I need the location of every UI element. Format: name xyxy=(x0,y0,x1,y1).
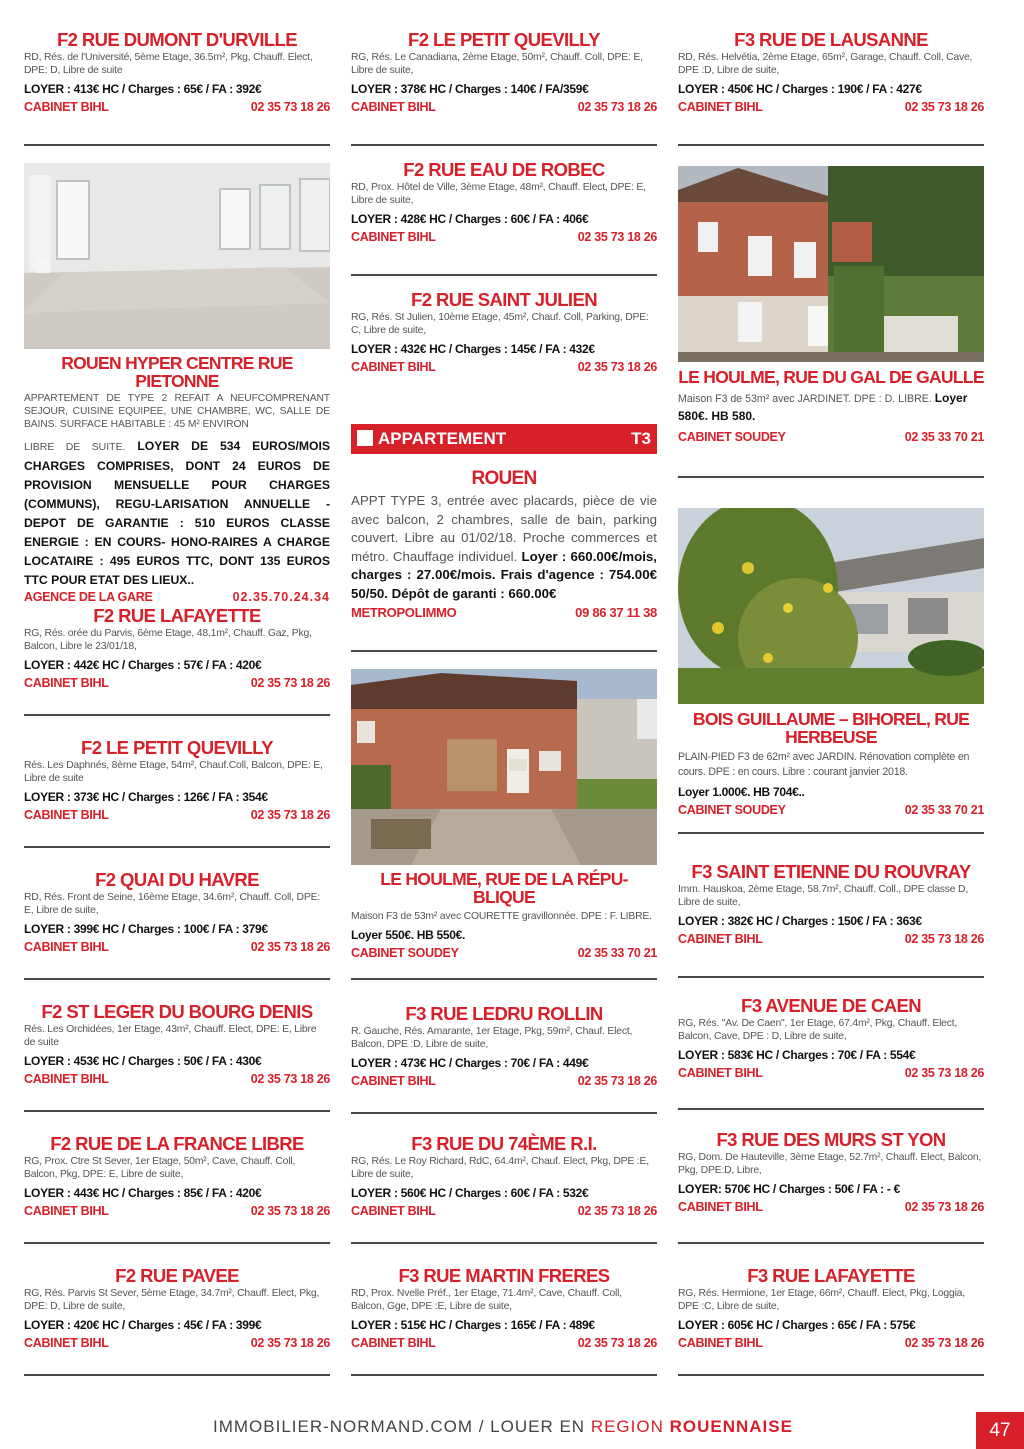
listing-agency-row xyxy=(351,1336,657,1350)
listing-description: RG, Prox. Ctre St Sever, 1er Etage, 50m², Cave, Chauff. Coll, Balcon, Pkg, DPE: E, Libre de suite, xyxy=(24,1156,296,1180)
featured-description: Maison F3 de 53m² avec COURETTE gravillonnée. DPE : F. LIBRE. xyxy=(351,911,652,922)
divider xyxy=(24,1242,330,1244)
agency-phone[interactable]: 02.35.70.24.34 xyxy=(232,590,330,604)
square-icon xyxy=(357,430,373,446)
agency-name: CABINET SOUDEY xyxy=(678,803,786,817)
listing-price: LOYER : 560€ HC / Charges : 60€ / FA : 532€ xyxy=(351,1186,589,1200)
divider xyxy=(678,1374,984,1376)
listing-card[interactable] xyxy=(351,30,657,114)
featured-title: LE HOULME, RUE DU GAL DE GAULLE xyxy=(678,367,984,387)
featured-listing[interactable] xyxy=(24,354,330,604)
listing-card[interactable] xyxy=(351,1004,657,1088)
featured-agency-row xyxy=(678,803,984,817)
listing-card[interactable] xyxy=(24,30,330,114)
agency-phone[interactable]: 02 35 73 18 26 xyxy=(904,100,984,114)
listing-description: RG, Rés. St Julien, 10ème Etage, 45m², Chauf. Coll, Parking, DPE: C, Libre de suite, xyxy=(351,312,649,336)
listing-card[interactable] xyxy=(678,30,984,114)
divider xyxy=(351,650,657,652)
featured-title: LE HOULME, RUE DE LA RÉPU-BLIQUE xyxy=(380,869,628,907)
listing-agency-row xyxy=(24,1072,330,1086)
divider xyxy=(351,1242,657,1244)
agency-name: CABINET BIHL xyxy=(24,940,109,954)
agency-phone[interactable]: 02 35 73 18 26 xyxy=(904,1066,984,1080)
agency-name: CABINET BIHL xyxy=(24,1204,109,1218)
divider xyxy=(678,476,984,478)
listing-agency-row xyxy=(24,1336,330,1350)
listing-price: LOYER : 515€ HC / Charges : 165€ / FA : 489€ xyxy=(351,1318,595,1332)
listing-description: RD, Rés. Front de Seine, 16ème Etage, 34.6m², Chauff. Coll, DPE: E, Libre de suite, xyxy=(24,892,320,916)
listing-price: LOYER : 382€ HC / Charges : 150€ / FA : 363€ xyxy=(678,914,922,928)
listing-card[interactable] xyxy=(24,1266,330,1350)
listing-card[interactable] xyxy=(351,290,657,374)
listing-price: LOYER : 583€ HC / Charges : 70€ / FA : 554€ xyxy=(678,1048,916,1062)
divider xyxy=(678,832,984,834)
listing-card[interactable] xyxy=(678,862,984,946)
agency-phone[interactable]: 02 35 73 18 26 xyxy=(904,1336,984,1350)
agency-phone[interactable]: 02 35 33 70 21 xyxy=(577,946,657,960)
featured-description: PLAIN-PIED F3 de 62m² avec JARDIN. Rénovation complète en cours. DPE : en cours. Libre : courant janvier 2018. xyxy=(678,751,970,778)
featured-description: APPARTEMENT DE TYPE 2 REFAIT A NEUFCOMPRENANT SEJOUR, CUISINE EQUIPEE, UNE CHAMBRE, WC, SALLE DE BAINS. SURFACE HABITABLE : 45 M² ENVIRON xyxy=(24,393,330,430)
agency-name: CABINET SOUDEY xyxy=(351,946,459,960)
banner-type: T3 xyxy=(631,429,651,448)
listing-photo-townhouse xyxy=(678,166,984,362)
agency-phone[interactable]: 02 35 73 18 26 xyxy=(250,940,330,954)
featured-price: Loyer 550€. HB 550€. xyxy=(351,928,466,942)
agency-name: CABINET BIHL xyxy=(678,1200,763,1214)
listing-description: R. Gauche, Rés. Amarante, 1er Etage, Pkg, 59m², Chauf. Elect, Balcon, DPE :D, Libre de suite, xyxy=(351,1026,633,1050)
divider xyxy=(351,978,657,980)
listing-agency-row xyxy=(678,1066,984,1080)
listing-agency-row xyxy=(678,1200,984,1214)
agency-name: CABINET BIHL xyxy=(678,100,763,114)
page-number: 47 xyxy=(976,1412,1024,1449)
listing-description: RG, Rés. Le Roy Richard, RdC, 64.4m², Chauf. Elect, Pkg, DPE :E, Libre de suite, xyxy=(351,1156,649,1180)
listing-description: Imm. Hauskoa, 2ème Etage, 58.7m², Chauff. Coll., DPE classe D, Libre de suite, xyxy=(678,884,969,908)
featured-price: Loyer 580€. HB 580. xyxy=(678,391,968,423)
listing-description: RG, Rés. Hermione, 1er Etage, 66m², Chauff. Elect, Pkg, Loggia, DPE :C, Libre de suite, xyxy=(678,1288,965,1312)
agency-phone[interactable]: 02 35 73 18 26 xyxy=(250,100,330,114)
listing-price: LOYER : 420€ HC / Charges : 45€ / FA : 399€ xyxy=(24,1318,262,1332)
listing-price: LOYER : 453€ HC / Charges : 50€ / FA : 430€ xyxy=(24,1054,262,1068)
listing-title: F2 RUE SAINT JULIEN xyxy=(411,289,597,310)
featured-title: BOIS GUILLAUME – BIHOREL, RUE HERBEUSE xyxy=(692,709,970,747)
agency-name: CABINET SOUDEY xyxy=(678,430,786,444)
listing-title: F3 RUE LEDRU ROLLIN xyxy=(405,1003,603,1024)
listing-description: RG, Rés. Parvis St Sever, 5ème Etage, 34.7m², Chauff. Elect, Pkg, DPE: D, Libre de suite, xyxy=(24,1288,320,1312)
divider xyxy=(678,1108,984,1110)
featured-listing[interactable] xyxy=(678,368,984,444)
listing-card[interactable] xyxy=(678,1266,984,1350)
listing-title: F2 LE PETIT QUEVILLY xyxy=(81,737,273,758)
divider xyxy=(351,274,657,276)
listing-agency-row xyxy=(351,360,657,374)
featured-listing[interactable] xyxy=(351,470,657,620)
listing-agency-row xyxy=(351,1204,657,1218)
featured-agency-row xyxy=(678,430,984,444)
listing-price: LOYER : 432€ HC / Charges : 145€ / FA : 432€ xyxy=(351,342,595,356)
divider xyxy=(351,1374,657,1376)
listing-description: Rés. Les Daphnés, 8ème Etage, 54m², Chauf.Coll, Balcon, DPE: E, Libre de suite xyxy=(24,760,323,784)
listing-price: LOYER : 442€ HC / Charges : 57€ / FA : 420€ xyxy=(24,658,262,672)
agency-phone[interactable]: 02 35 73 18 26 xyxy=(904,932,984,946)
agency-phone[interactable]: 02 35 73 18 26 xyxy=(577,360,657,374)
listing-agency-row xyxy=(24,676,330,690)
featured-title: ROUEN HYPER CENTRE RUE PIETONNE xyxy=(61,353,293,391)
agency-name: CABINET BIHL xyxy=(351,360,436,374)
listing-title: F3 RUE LAFAYETTE xyxy=(747,1265,915,1286)
agency-phone[interactable]: 02 35 73 18 26 xyxy=(250,1336,330,1350)
listing-title: F2 QUAI DU HAVRE xyxy=(95,869,259,890)
agency-phone[interactable]: 02 35 73 18 26 xyxy=(577,100,657,114)
divider xyxy=(678,1242,984,1244)
listing-title: F2 RUE EAU DE ROBEC xyxy=(403,159,605,180)
footer-separator: / LOUER EN xyxy=(473,1417,591,1436)
featured-agency-row xyxy=(351,605,657,620)
divider xyxy=(24,978,330,980)
listing-card[interactable] xyxy=(678,996,984,1080)
agency-name: CABINET BIHL xyxy=(351,100,436,114)
listing-description: RD, Rés. de l'Université, 5ème Etage, 36.5m², Pkg, Chauff. Elect, DPE: D, Libre de suite xyxy=(24,52,313,76)
divider xyxy=(678,976,984,978)
listing-title: F2 LE PETIT QUEVILLY xyxy=(408,29,600,50)
featured-terms xyxy=(24,437,330,590)
listing-agency-row xyxy=(24,940,330,954)
listing-title: F3 RUE DES MURS ST YON xyxy=(716,1129,946,1150)
listing-agency-row xyxy=(24,1204,330,1218)
featured-text xyxy=(678,390,984,426)
listing-photo-interior xyxy=(24,163,330,349)
agency-name: CABINET BIHL xyxy=(678,1066,763,1080)
listing-agency-row xyxy=(351,230,657,244)
listing-price: LOYER : 373€ HC / Charges : 126€ / FA : 354€ xyxy=(24,790,268,804)
footer-region-2: ROUENNAISE xyxy=(669,1417,793,1436)
divider xyxy=(351,144,657,146)
agency-name: CABINET BIHL xyxy=(24,676,109,690)
featured-title: ROUEN xyxy=(471,468,537,489)
listing-agency-row xyxy=(678,1336,984,1350)
featured-agency-row xyxy=(24,590,330,604)
listing-card[interactable] xyxy=(24,870,330,954)
agency-phone[interactable]: 02 35 73 18 26 xyxy=(250,1072,330,1086)
featured-text xyxy=(351,492,657,603)
divider xyxy=(351,1112,657,1114)
agency-phone[interactable]: 02 35 73 18 26 xyxy=(250,808,330,822)
agency-name: CABINET BIHL xyxy=(351,1336,436,1350)
listing-title: F3 RUE DU 74ÈME R.I. xyxy=(411,1133,597,1154)
listing-agency-row xyxy=(24,100,330,114)
listing-card[interactable] xyxy=(24,738,330,822)
listing-price: LOYER : 428€ HC / Charges : 60€ / FA : 406€ xyxy=(351,212,589,226)
footer-region-1: REGION xyxy=(590,1417,670,1436)
listing-agency-row xyxy=(24,808,330,822)
featured-description: APPT TYPE 3, entrée avec placards, pièce de vie avec balcon, 2 chambres, salle de bain, parking couvert. Libre au 01/02/18. Proche commerces et métro. Chauffage individuel. xyxy=(351,493,657,564)
listing-title: F2 ST LEGER DU BOURG DENIS xyxy=(41,1001,313,1022)
listing-price: LOYER: 570€ HC / Charges : 50€ / FA : - € xyxy=(678,1182,900,1196)
banner-label-wrap xyxy=(357,429,506,449)
featured-price: Loyer 1.000€. HB 704€.. xyxy=(678,785,805,799)
listing-title: F3 SAINT ETIENNE DU ROUVRAY xyxy=(691,861,971,882)
listing-title: F2 RUE LAFAYETTE xyxy=(93,605,261,626)
listing-card[interactable] xyxy=(351,160,657,244)
listing-card[interactable] xyxy=(351,1134,657,1218)
listing-description: RD, Rés. Helvétia, 2ème Etage, 65m², Garage, Chauff. Coll, Cave, DPE :D, Libre de suite, xyxy=(678,52,973,76)
listing-title: F2 RUE DE LA FRANCE LIBRE xyxy=(50,1133,304,1154)
listing-price: LOYER : 473€ HC / Charges : 70€ / FA : 449€ xyxy=(351,1056,589,1070)
agency-name: CABINET BIHL xyxy=(24,1336,109,1350)
agency-phone[interactable]: 02 35 73 18 26 xyxy=(577,230,657,244)
listing-agency-row xyxy=(351,100,657,114)
divider xyxy=(24,1110,330,1112)
listing-agency-row xyxy=(678,100,984,114)
agency-phone[interactable]: 02 35 73 18 26 xyxy=(577,1336,657,1350)
agency-name: CABINET BIHL xyxy=(351,1204,436,1218)
listing-description: RD, Prox. Hôtel de Ville, 3ème Etage, 48m², Chauff. Elect, DPE: E, Libre de suite, xyxy=(351,182,646,206)
listing-card[interactable] xyxy=(351,1266,657,1350)
agency-phone[interactable]: 02 35 73 18 26 xyxy=(250,1204,330,1218)
agency-name: METROPOLIMMO xyxy=(351,605,457,620)
listing-price: LOYER : 443€ HC / Charges : 85€ / FA : 420€ xyxy=(24,1186,262,1200)
listing-title: F3 AVENUE DE CAEN xyxy=(741,995,921,1016)
page-footer xyxy=(0,1412,1024,1442)
listing-title: F2 RUE DUMONT D'URVILLE xyxy=(56,29,297,50)
agency-name: CABINET BIHL xyxy=(24,808,109,822)
divider xyxy=(24,714,330,716)
agency-name: CABINET BIHL xyxy=(678,932,763,946)
featured-availability: LIBRE DE SUITE. xyxy=(24,441,126,453)
featured-rent-details: LOYER DE 534 EUROS/MOIS CHARGES COMPRISES, DONT 24 EUROS DE PROVISION MENSUELLE POUR CHARGES (COMMUNS), REGU-LARISATION ANNUELLE - DEPOT DE GARANTIE : 510 EUROS CLASSE ENERGIE : EN COURS- HONO-RAIRES A CHARGE LOCATAIRE : 495 EUROS TTC, DONT 135 EUROS TTC POUR ETAT DES LIEUX.. xyxy=(24,439,330,587)
agency-name: AGENCE DE LA GARE xyxy=(24,590,153,604)
listing-price: LOYER : 399€ HC / Charges : 100€ / FA : 379€ xyxy=(24,922,268,936)
listing-card[interactable] xyxy=(24,606,330,690)
footer-text xyxy=(213,1417,793,1437)
listing-photo-brick-house xyxy=(351,669,657,865)
listing-price: LOYER : 605€ HC / Charges : 65€ / FA : 575€ xyxy=(678,1318,916,1332)
featured-agency-row xyxy=(351,946,657,960)
listing-title: F2 RUE PAVEE xyxy=(115,1265,239,1286)
featured-rent-details: Loyer : 660.00€/mois, charges : 27.00€/mois. Frais d'agence : 754.00€ 50/50. Dépôt de garanti : 660.00€ xyxy=(351,548,657,601)
listing-agency-row xyxy=(351,1074,657,1088)
listing-price: LOYER : 413€ HC / Charges : 65€ / FA : 392€ xyxy=(24,82,262,96)
agency-phone[interactable]: 09 86 37 11 38 xyxy=(575,605,657,620)
agency-phone[interactable]: 02 35 33 70 21 xyxy=(904,430,984,444)
listing-description: RG, Rés. orée du Parvis, 6ème Etage, 48.1m², Chauff. Gaz, Pkg, Balcon, Libre le 23/01/18, xyxy=(24,628,312,652)
divider xyxy=(24,144,330,146)
divider xyxy=(678,144,984,146)
category-banner xyxy=(351,424,657,454)
agency-phone[interactable]: 02 35 73 18 26 xyxy=(577,1204,657,1218)
divider xyxy=(24,1374,330,1376)
featured-listing[interactable] xyxy=(678,710,984,817)
listing-card[interactable] xyxy=(24,1134,330,1218)
banner-label: APPARTEMENT xyxy=(378,429,507,448)
listing-description: RG, Rés. "Av. De Caen", 1er Etage, 67.4m², Pkg, Chauff. Elect, Balcon, Cave, DPE : D, Libre de suite, xyxy=(678,1018,958,1042)
agency-phone[interactable]: 02 35 33 70 21 xyxy=(904,803,984,817)
listing-price: LOYER : 378€ HC / Charges : 140€ / FA/359€ xyxy=(351,82,589,96)
listing-agency-row xyxy=(678,932,984,946)
agency-phone[interactable]: 02 35 73 18 26 xyxy=(250,676,330,690)
listing-description: Rés. Les Orchidées, 1er Etage, 43m², Chauff. Elect, DPE: E, Libre de suite xyxy=(24,1024,317,1048)
agency-name: CABINET BIHL xyxy=(678,1336,763,1350)
agency-name: CABINET BIHL xyxy=(351,230,436,244)
agency-phone[interactable]: 02 35 73 18 26 xyxy=(577,1074,657,1088)
listing-description: RD, Prox. Nvelle Préf., 1er Etage, 71.4m², Cave, Chauff. Coll, Balcon, Gge, DPE :E, Libre de suite, xyxy=(351,1288,622,1312)
agency-name: CABINET BIHL xyxy=(24,100,109,114)
agency-phone[interactable]: 02 35 73 18 26 xyxy=(904,1200,984,1214)
listing-price: LOYER : 450€ HC / Charges : 190€ / FA : 427€ xyxy=(678,82,922,96)
listing-description: RG, Rés. Le Canadiana, 2ème Etage, 50m², Chauff. Coll, DPE: E, Libre de suite, xyxy=(351,52,643,76)
listing-title: F3 RUE MARTIN FRERES xyxy=(398,1265,610,1286)
agency-name: CABINET BIHL xyxy=(24,1072,109,1086)
listing-card[interactable] xyxy=(678,1130,984,1214)
footer-site[interactable]: IMMOBILIER-NORMAND.COM xyxy=(213,1417,473,1436)
listing-title: F3 RUE DE LAUSANNE xyxy=(734,29,928,50)
featured-description: Maison F3 de 53m² avec JARDINET. DPE : D. LIBRE. xyxy=(678,393,932,405)
listing-card[interactable] xyxy=(24,1002,330,1086)
agency-name: CABINET BIHL xyxy=(351,1074,436,1088)
featured-listing[interactable] xyxy=(351,870,657,960)
listing-description: RG, Dom. De Hauteville, 3ème Etage, 52.7m², Chauff. Elect, Balcon, Pkg, DPE:D, Libre, xyxy=(678,1152,982,1176)
divider xyxy=(24,846,330,848)
listing-photo-bungalow xyxy=(678,508,984,704)
